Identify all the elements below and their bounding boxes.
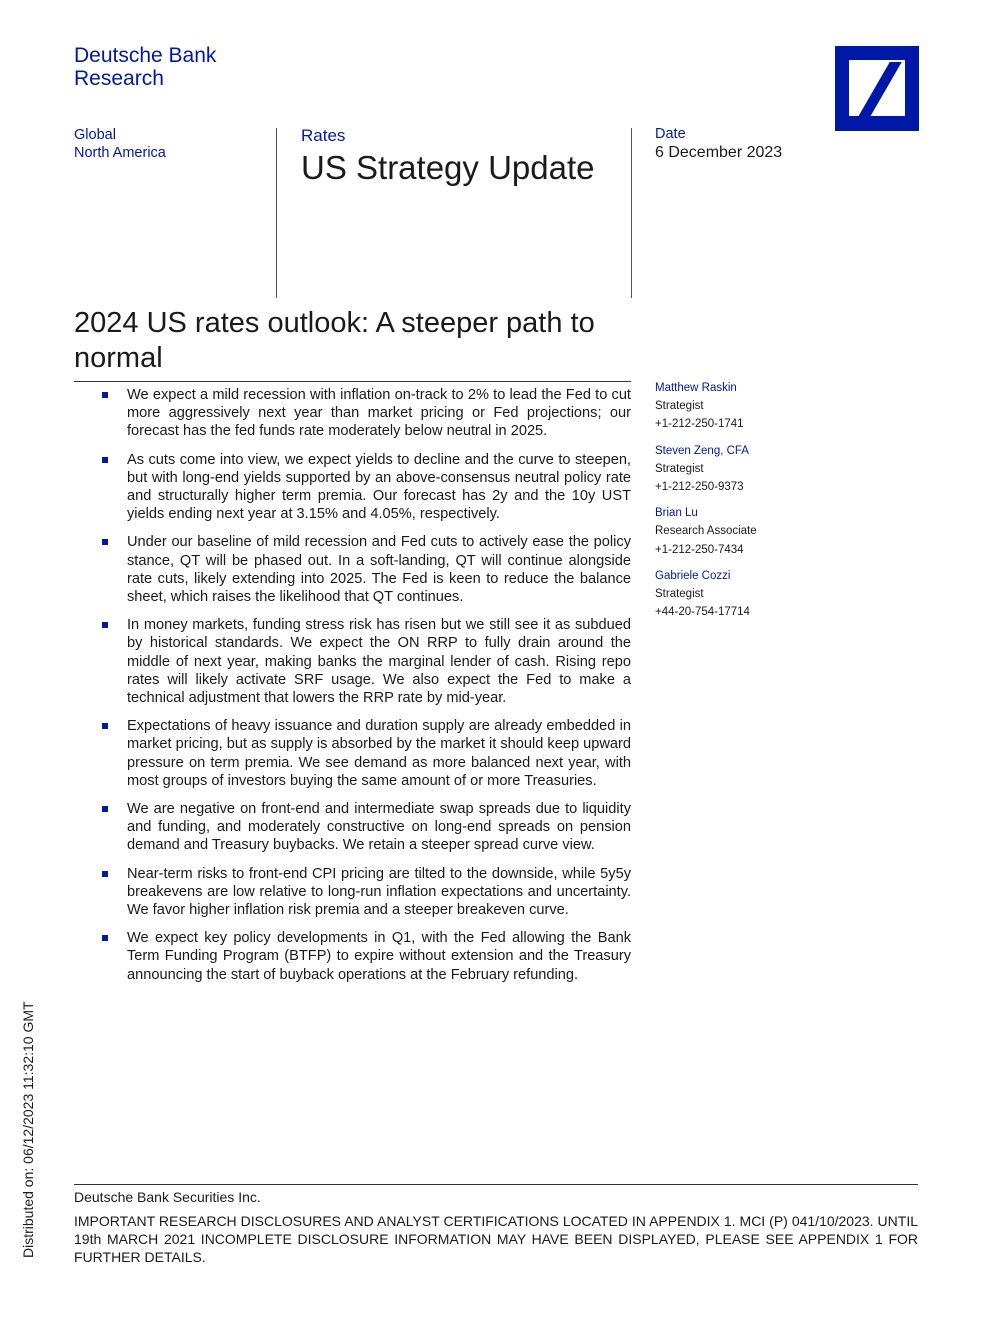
author-phone: +44-20-754-17714 <box>655 606 750 619</box>
list-item <box>97 865 631 920</box>
brand-line-2: Research <box>74 67 164 90</box>
bullet-square-icon <box>102 392 108 398</box>
headline-rule <box>74 381 631 382</box>
brand-name <box>74 44 216 90</box>
distribution-stamp: Distributed on: 06/12/2023 11:32:10 GMT <box>20 1001 36 1258</box>
author-entry <box>655 567 757 622</box>
author-name[interactable]: Matthew Raskin <box>655 382 737 394</box>
bullet-text: As cuts come into view, we expect yields to decline and the curve to steepen, but with long-end yields supported by an above-consensus neutral policy rate and structurally higher term premia. Our forecast has 2y and the 10y UST yields ending next year at 3.15% and 4.05%, respectively. <box>127 451 631 523</box>
brand-line-1: Deutsche Bank <box>74 44 217 67</box>
list-item <box>97 717 631 790</box>
region <box>74 126 166 162</box>
bullet-square-icon <box>102 871 108 877</box>
author-phone: +1-212-250-7434 <box>655 543 744 556</box>
author-role: Strategist <box>655 588 704 601</box>
author-entry <box>655 379 757 434</box>
region-global: Global <box>74 127 116 143</box>
bullet-text: Expectations of heavy issuance and duration supply are already embedded in market pricing, but as supply is absorbed by the market it should keep upward pressure on term premia. We see demand as more balanced next year, with most groups of investors buying the same amount of or more Treasuries. <box>127 718 631 789</box>
bullet-square-icon <box>102 539 108 545</box>
bullet-text: In money markets, funding stress risk has risen but we still see it as subdued by historical standards. We expect the ON RRP to fully drain around the middle of next year, making banks the marginal lender of cash. Rising repo rates will likely activate SRF usage. We also expect the Fed to make a technical adjustment that lowers the RRP rate by mid-year. <box>127 617 631 707</box>
deutsche-bank-logo-icon <box>835 46 919 131</box>
author-name[interactable]: Gabriele Cozzi <box>655 569 731 582</box>
list-item <box>97 800 631 855</box>
authors-panel <box>655 379 757 629</box>
author-phone: +1-212-250-9373 <box>655 481 744 494</box>
headline: 2024 US rates outlook: A steeper path to normal <box>74 307 595 374</box>
bullet-text: Near-term risks to front-end CPI pricing are tilted to the downside, while 5y5y breakevens are low relative to long-run inflation expectations and uncertainty. We favor higher inflation risk premia and a steeper breakeven curve. <box>127 865 631 919</box>
author-role: Strategist <box>655 400 704 413</box>
author-entry <box>655 442 757 497</box>
footer-firm: Deutsche Bank Securities Inc. <box>74 1189 261 1205</box>
bullet-text: Under our baseline of mild recession and Fed cuts to actively ease the policy stance, QT will be phased out. In a soft-landing, QT will continue alongside rate cuts, likely extending into 2025. The Fed is keen to reduce the balance sheet, which raises the likelihood that QT continues. <box>127 534 631 606</box>
bullet-square-icon <box>102 622 108 628</box>
divider <box>631 128 632 298</box>
bullet-square-icon <box>102 457 108 463</box>
author-name[interactable]: Brian Lu <box>655 507 698 520</box>
key-points-list <box>97 386 631 994</box>
author-role: Research Associate <box>655 525 757 538</box>
region-north-america: North America <box>74 145 166 161</box>
bullet-square-icon <box>102 806 108 812</box>
list-item <box>97 616 631 707</box>
list-item <box>97 451 631 524</box>
date-value: 6 December 2023 <box>655 144 783 161</box>
list-item <box>97 929 631 984</box>
bullet-text: We are negative on front-end and intermediate swap spreads due to liquidity and funding, and moderately constructive on long-end spreads on pension demand and Treasury buybacks. We retain a steeper spread curve view. <box>127 801 631 854</box>
author-name[interactable]: Steven Zeng, CFA <box>655 444 749 457</box>
bullet-square-icon <box>102 935 108 941</box>
bullet-text: We expect a mild recession with inflation on-track to 2% to lead the Fed to cut more aggressively next year than market pricing or Fed projections; our forecast has the fed funds rate moderately below neutral in 2025. <box>127 387 631 440</box>
report-title: US Strategy Update <box>301 149 595 186</box>
divider <box>276 128 277 298</box>
author-entry <box>655 504 757 559</box>
bullet-square-icon <box>102 723 108 729</box>
list-item <box>97 533 631 606</box>
author-role: Strategist <box>655 462 704 475</box>
author-phone: +1-212-250-1741 <box>655 418 744 431</box>
series-label: Rates <box>301 126 346 145</box>
date-label: Date <box>655 126 686 142</box>
list-item <box>97 386 631 441</box>
footer-disclosure: IMPORTANT RESEARCH DISCLOSURES AND ANALYST CERTIFICATIONS LOCATED IN APPENDIX 1. MCI (P) 041/10/2023. UNTIL 19th MARCH 2021 INCOMPLETE DISCLOSURE INFORMATION MAY HAVE BEEN DISPLAYED, PLEASE SEE APPENDIX 1 FOR FURTHER DETAILS. <box>74 1213 918 1265</box>
footer-rule <box>74 1184 918 1185</box>
bullet-text: We expect key policy developments in Q1, with the Fed allowing the Bank Term Funding Program (BTFP) to expire without extension and the Treasury announcing the start of buyback operations at the February refunding. <box>127 930 631 983</box>
